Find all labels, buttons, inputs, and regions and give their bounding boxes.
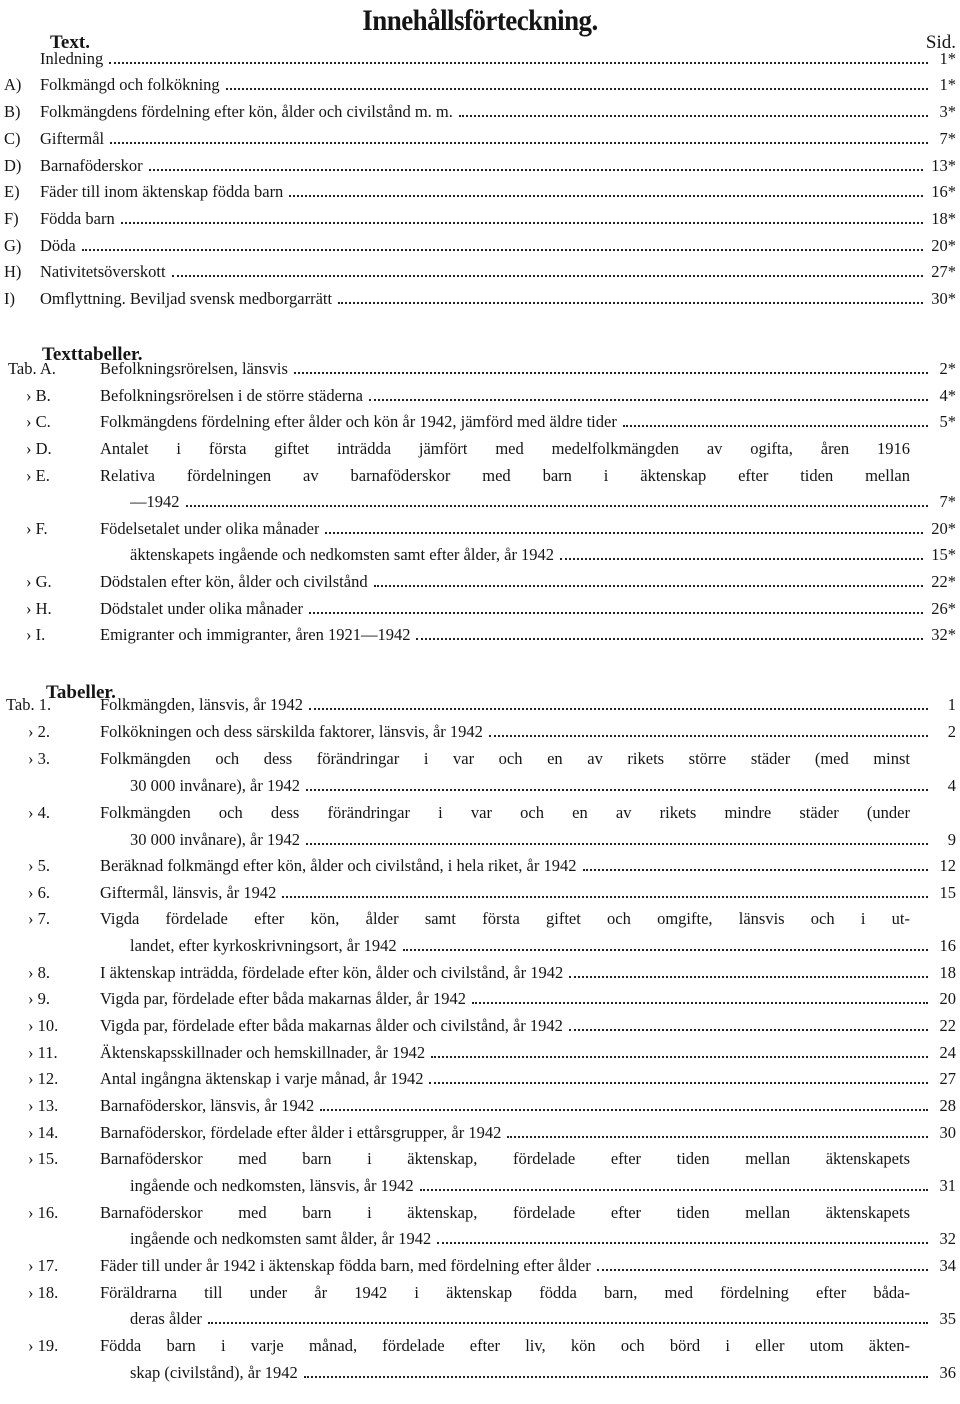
entry-label: G) <box>4 236 22 255</box>
entry-title: Barnaföderskor, länsvis, år 1942 <box>100 1096 315 1115</box>
entry-label: › 4. <box>28 803 50 822</box>
entry-label: B) <box>4 102 21 121</box>
entry-label: › 13. <box>28 1096 59 1115</box>
dot-leader <box>623 425 928 427</box>
toc-entry-first-line[interactable]: Relativa fördelningen av barnaföderskor med barn i äktenskap efter tiden mellan <box>100 466 910 485</box>
dot-leader <box>109 62 928 64</box>
entry-page-number: 7* <box>939 129 956 148</box>
entry-title-continued: 30 000 invånare), år 1942 <box>130 830 300 849</box>
entry-label: › 11. <box>28 1043 58 1062</box>
dot-leader <box>569 976 928 978</box>
entry-page-number: 13* <box>931 156 956 175</box>
entry-page-number: 31 <box>939 1176 956 1195</box>
entry-title-continued: ingående och nedkomsten samt ålder, år 1942 <box>130 1229 432 1248</box>
dot-leader <box>110 142 928 144</box>
entry-title: Födda barn <box>40 209 115 228</box>
entry-page-number: 2 <box>947 722 956 741</box>
entry-label: › 12. <box>28 1069 59 1088</box>
entry-page-number: 30 <box>939 1123 956 1142</box>
entry-page-number: 22 <box>939 1016 956 1035</box>
toc-entry[interactable] <box>40 153 956 179</box>
entry-title: Folkmängden, länsvis, år 1942 <box>100 695 304 714</box>
entry-title: Beräknad folkmängd efter kön, ålder och civilstånd, i hela riket, år 1942 <box>100 856 577 875</box>
toc-entry-first-line[interactable]: Barnaföderskor med barn i äktenskap, fördelade efter tiden mellan äktenskapets <box>100 1203 910 1222</box>
toc-entry[interactable] <box>100 692 956 718</box>
dot-leader <box>121 222 924 224</box>
entry-title: Befolkningsrörelsen, länsvis <box>100 359 288 378</box>
entry-label: I) <box>4 289 15 308</box>
entry-page-number: 4 <box>947 776 956 795</box>
entry-label: E) <box>4 182 20 201</box>
toc-entry[interactable] <box>100 880 956 906</box>
dot-leader <box>306 843 928 845</box>
dot-leader <box>172 275 924 277</box>
entry-page-number: 24 <box>939 1043 956 1062</box>
entry-title: Vigda par, fördelade efter båda makarnas ålder, år 1942 <box>100 989 467 1008</box>
toc-entry-first-line[interactable]: Folkmängden och dess förändringar i var och en av rikets större städer (med minst <box>100 749 910 768</box>
entry-title: Omflyttning. Beviljad svensk medborgarrätt <box>40 289 333 308</box>
dot-leader <box>472 1002 928 1004</box>
entry-page-number: 1* <box>939 49 956 68</box>
toc-entry-continuation[interactable] <box>130 1226 956 1252</box>
entry-label: › 15. <box>28 1149 59 1168</box>
dot-leader <box>374 585 924 587</box>
dot-leader <box>369 399 928 401</box>
dot-leader <box>459 115 928 117</box>
dot-leader <box>420 1189 928 1191</box>
toc-entry[interactable] <box>100 383 956 409</box>
entry-label: › B. <box>26 386 51 405</box>
entry-title-continued: äktenskapets ingående och nedkomsten samt efter ålder, år 1942 <box>130 545 555 564</box>
entry-title-continued: landet, efter kyrkoskrivningsort, år 1942 <box>130 936 397 955</box>
entry-label: › G. <box>26 572 52 591</box>
dot-leader <box>282 896 928 898</box>
toc-entry[interactable] <box>100 569 956 595</box>
toc-entry-first-line[interactable]: Föräldrarna till under år 1942 i äktenskap födda barn, med fördelning efter båda- <box>100 1283 910 1302</box>
entry-label: C) <box>4 129 21 148</box>
dot-leader <box>338 302 923 304</box>
entry-page-number: 20 <box>939 989 956 1008</box>
toc-entry[interactable] <box>100 986 956 1012</box>
dot-leader <box>306 789 928 791</box>
dot-leader <box>320 1109 928 1111</box>
entry-page-number: 22* <box>931 572 956 591</box>
dot-leader <box>403 949 928 951</box>
entry-title: Emigranter och immigranter, åren 1921—1942 <box>100 625 411 644</box>
section-heading-texttabeller: Texttabeller. <box>42 344 143 365</box>
toc-entry[interactable] <box>40 206 956 232</box>
dot-leader <box>569 1029 928 1031</box>
entry-label: › 19. <box>28 1336 59 1355</box>
dot-leader <box>149 169 924 171</box>
entry-title: Döda <box>40 236 76 255</box>
entry-title: Födelsetalet under olika månader <box>100 519 320 538</box>
page-column-label: Sid. <box>925 32 956 53</box>
entry-label: Tab. 1. <box>6 695 52 714</box>
entry-label: › 16. <box>28 1203 59 1222</box>
toc-entry[interactable] <box>100 1120 956 1146</box>
dot-leader <box>583 869 928 871</box>
entry-page-number: 32* <box>931 625 956 644</box>
entry-page-number: 18 <box>939 963 956 982</box>
entry-page-number: 27 <box>939 1069 956 1088</box>
entry-label: › F. <box>26 519 48 538</box>
dot-leader <box>186 505 929 507</box>
entry-title: Äktenskapsskillnader och hemskillnader, år 1942 <box>100 1043 426 1062</box>
toc-entry[interactable] <box>100 1040 956 1066</box>
entry-title: Befolkningsrörelsen i de större städerna <box>100 386 364 405</box>
entry-title: Folkökningen och dess särskilda faktorer, länsvis, år 1942 <box>100 722 483 741</box>
entry-page-number: 32 <box>939 1229 956 1248</box>
dot-leader <box>289 195 923 197</box>
entry-page-number: 27* <box>931 262 956 281</box>
entry-page-number: 36 <box>939 1363 956 1382</box>
toc-entry[interactable] <box>100 356 956 382</box>
dot-leader <box>507 1136 928 1138</box>
toc-entry[interactable] <box>100 596 956 622</box>
toc-entry-continuation[interactable] <box>130 1306 956 1332</box>
toc-entry-continuation[interactable] <box>130 1173 956 1199</box>
entry-title-continued: 30 000 invånare), år 1942 <box>130 776 300 795</box>
entry-page-number: 16* <box>931 182 956 201</box>
entry-label: › 6. <box>28 883 50 902</box>
toc-entry-continuation[interactable] <box>130 827 956 853</box>
entry-page-number: 18* <box>931 209 956 228</box>
dot-leader <box>437 1242 928 1244</box>
entry-page-number: 35 <box>939 1309 956 1328</box>
entry-title: Antal ingångna äktenskap i varje månad, år 1942 <box>100 1069 424 1088</box>
dot-leader <box>226 88 928 90</box>
entry-page-number: 3* <box>939 102 956 121</box>
entry-title: I äktenskap inträdda, fördelade efter kön, ålder och civilstånd, år 1942 <box>100 963 564 982</box>
toc-entry[interactable] <box>100 1093 956 1119</box>
entry-label: › 2. <box>28 722 50 741</box>
entry-title-continued: deras ålder <box>130 1309 202 1328</box>
toc-entry[interactable] <box>40 259 956 285</box>
entry-label: › 7. <box>28 909 50 928</box>
entry-page-number: 5* <box>939 412 956 431</box>
entry-page-number: 2* <box>939 359 956 378</box>
entry-page-number: 1 <box>947 695 956 714</box>
dot-leader <box>294 372 928 374</box>
toc-entry-continuation[interactable] <box>130 542 956 568</box>
entry-label: Tab. A. <box>8 359 56 378</box>
toc-entry[interactable] <box>40 99 956 125</box>
toc-entry[interactable] <box>100 853 956 879</box>
toc-entry-first-line[interactable]: Barnaföderskor med barn i äktenskap, fördelade efter tiden mellan äktenskapets <box>100 1149 910 1168</box>
entry-title-continued: ingående och nedkomsten, länsvis, år 1942 <box>130 1176 414 1195</box>
dot-leader <box>429 1082 928 1084</box>
entry-title: Dödstalen efter kön, ålder och civilstånd <box>100 572 368 591</box>
entry-page-number: 16 <box>939 936 956 955</box>
entry-page-number: 34 <box>939 1256 956 1275</box>
entry-page-number: 9 <box>947 830 956 849</box>
entry-title: Fäder till inom äktenskap födda barn <box>40 182 284 201</box>
dot-leader <box>82 249 924 251</box>
entry-label: › I. <box>26 625 46 644</box>
entry-label: › E. <box>26 466 50 485</box>
entry-label: › H. <box>26 599 52 618</box>
entry-label: › 8. <box>28 963 50 982</box>
dot-leader <box>560 558 923 560</box>
entry-title: Folkmängdens fördelning efter kön, ålder och civilstånd m. m. <box>40 102 453 121</box>
toc-entry-first-line[interactable]: Folkmängden och dess förändringar i var och en av rikets mindre städer (under <box>100 803 910 822</box>
entry-title: Vigda par, fördelade efter båda makarnas ålder och civilstånd, år 1942 <box>100 1016 563 1035</box>
entry-page-number: 12 <box>939 856 956 875</box>
toc-entry[interactable] <box>40 46 956 72</box>
entry-title: Barnaföderskor, fördelade efter ålder i ettårsgrupper, år 1942 <box>100 1123 502 1142</box>
dot-leader <box>325 532 923 534</box>
entry-title: Giftermål <box>40 129 105 148</box>
toc-entry-continuation[interactable] <box>130 1360 956 1386</box>
entry-label: › D. <box>26 439 52 458</box>
dot-leader <box>208 1322 928 1324</box>
dot-leader <box>597 1269 928 1271</box>
toc-entry-first-line[interactable]: Antalet i första giftet inträdda jämfört med medelfolkmängden av ogifta, åren 1916 <box>100 439 910 458</box>
toc-entry[interactable] <box>100 516 956 542</box>
entry-title: Folkmängd och folkökning <box>40 75 220 94</box>
entry-page-number: 30* <box>931 289 956 308</box>
entry-page-number: 4* <box>939 386 956 405</box>
entry-page-number: 20* <box>931 236 956 255</box>
entry-page-number: 20* <box>931 519 956 538</box>
entry-label: › 10. <box>28 1016 59 1035</box>
page-title: Innehållsförteckning. <box>362 4 598 37</box>
entry-label: › 14. <box>28 1123 59 1142</box>
entry-title: Inledning <box>40 49 104 68</box>
dot-leader <box>431 1056 928 1058</box>
toc-entry[interactable] <box>100 1066 956 1092</box>
toc-entry[interactable] <box>100 1253 956 1279</box>
entry-title: Fäder till under år 1942 i äktenskap födda barn, med fördelning efter ålder <box>100 1256 591 1275</box>
toc-entry[interactable] <box>100 1013 956 1039</box>
toc-entry-continuation[interactable] <box>130 773 956 799</box>
toc-entry[interactable] <box>100 960 956 986</box>
toc-entry[interactable] <box>40 72 956 98</box>
entry-page-number: 15* <box>931 545 956 564</box>
entry-label: › C. <box>26 412 51 431</box>
toc-entry[interactable] <box>40 126 956 152</box>
entry-label: › 18. <box>28 1283 59 1302</box>
dot-leader <box>416 638 923 640</box>
entry-label: › 17. <box>28 1256 59 1275</box>
entry-page-number: 7* <box>939 492 956 511</box>
entry-page-number: 15 <box>939 883 956 902</box>
entry-label: H) <box>4 262 22 281</box>
dot-leader <box>309 612 923 614</box>
entry-title: Giftermål, länsvis, år 1942 <box>100 883 277 902</box>
entry-label: › 5. <box>28 856 50 875</box>
toc-entry[interactable] <box>40 179 956 205</box>
entry-page-number: 26* <box>931 599 956 618</box>
entry-label: › 3. <box>28 749 50 768</box>
toc-entry-continuation[interactable] <box>130 489 956 515</box>
entry-title: Nativitetsöverskott <box>40 262 166 281</box>
toc-entry-continuation[interactable] <box>130 933 956 959</box>
section-heading-tabeller: Tabeller. <box>46 682 116 703</box>
entry-page-number: 28 <box>939 1096 956 1115</box>
dot-leader <box>309 708 928 710</box>
entry-title-continued: skap (civilstånd), år 1942 <box>130 1363 298 1382</box>
entry-label: F) <box>4 209 19 228</box>
toc-entry[interactable] <box>40 286 956 312</box>
toc-entry-first-line[interactable]: Födda barn i varje månad, fördelade efter liv, kön och börd i eller utom äkten- <box>100 1336 910 1355</box>
section-heading-text: Text. <box>50 32 90 53</box>
dot-leader <box>304 1376 928 1378</box>
entry-title: Dödstalet under olika månader <box>100 599 303 618</box>
toc-entry[interactable] <box>40 233 956 259</box>
dot-leader <box>489 735 928 737</box>
entry-title: Folkmängdens fördelning efter ålder och kön år 1942, jämförd med äldre tider <box>100 412 617 431</box>
toc-entry[interactable] <box>100 719 956 745</box>
entry-label: › 9. <box>28 989 50 1008</box>
entry-label: A) <box>4 75 22 94</box>
entry-title: Barnaföderskor <box>40 156 143 175</box>
toc-entry[interactable] <box>100 409 956 435</box>
toc-entry[interactable] <box>100 622 956 648</box>
toc-entry-first-line[interactable]: Vigda fördelade efter kön, ålder samt första giftet och omgifte, länsvis och i ut- <box>100 909 910 928</box>
entry-title-continued: —1942 <box>130 492 180 511</box>
entry-page-number: 1* <box>939 75 956 94</box>
entry-label: D) <box>4 156 22 175</box>
